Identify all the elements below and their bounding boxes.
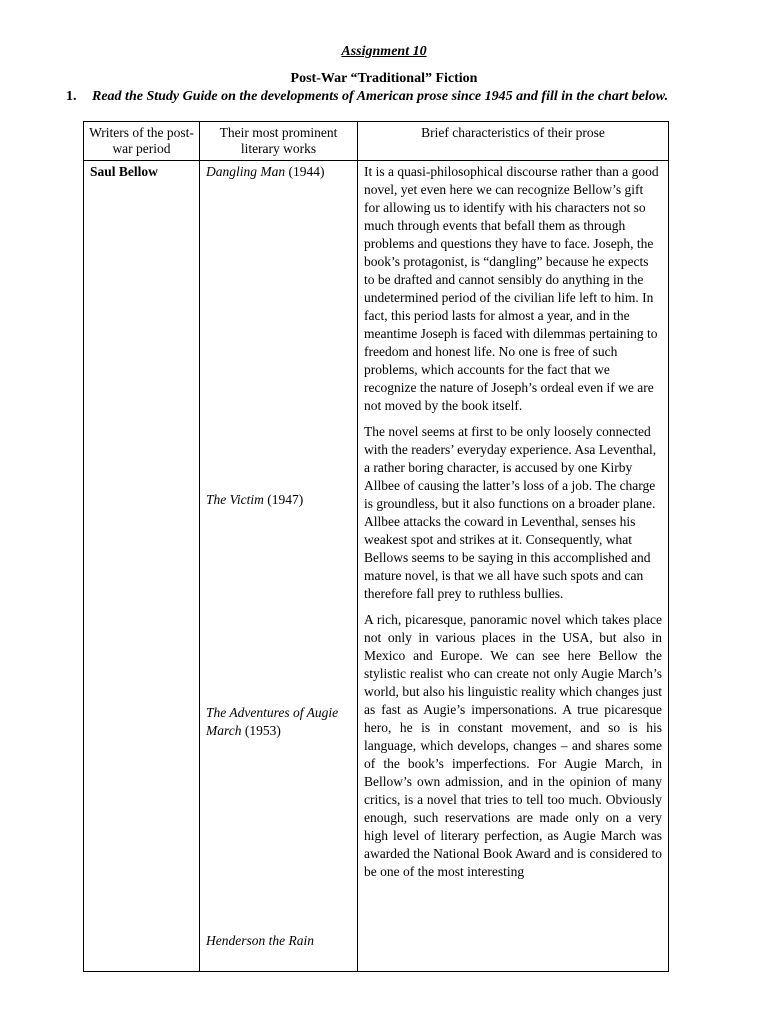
table-header-row	[84, 122, 669, 161]
work-title: The Adventures of Augie March	[206, 705, 339, 738]
work-year: (1953)	[241, 723, 281, 738]
work-year: (1944)	[285, 164, 325, 179]
instruction	[66, 89, 722, 105]
header-characteristics: Brief characteristics of their prose	[358, 122, 669, 161]
work-item	[206, 491, 351, 509]
assignment-title: Assignment 10	[341, 44, 427, 59]
work-item	[206, 163, 351, 181]
instruction-number: 1.	[66, 89, 77, 104]
work-year: (1947)	[263, 492, 304, 507]
work-item	[206, 932, 351, 950]
header-works: Their most prominent literary works	[200, 122, 358, 161]
work-item	[206, 704, 351, 740]
works-cell	[200, 161, 358, 972]
header-writers: Writers of the post-war period	[84, 122, 200, 161]
fiction-chart	[83, 121, 669, 972]
section-title: Post-War “Traditional” Fiction	[290, 71, 478, 86]
instruction-text: Read the Study Guide on the developments of American prose since 1945 and fill in the chart below.	[92, 89, 669, 104]
work-title: Henderson the Rain	[206, 933, 314, 948]
characteristics-cell	[358, 161, 669, 972]
description: A rich, picaresque, panoramic novel which takes place not only in various places in the USA, but also in Mexico and Europe. We can see here Bellow the stylistic realist who can create not only Augie March’s world, but also his linguistic reality which changes just as fast as Augie’s impersonations. A true picaresque hero, he is in constant movement, and so is his language, which develops, changes – and shares some of the book’s imperfections. For Augie March, in Bellow’s own admission, and in the opinion of many critics, is a novel that tries to tell too much. Obviously enough, such reservations are made only on a very high level of literary perfection, as Augie March was awarded the National Book Award and is considered to be one of the most interesting	[364, 612, 662, 879]
description: The novel seems at first to be only loosely connected with the readers’ everyday experience. Asa Leventhal, a rather boring character, is accused by one Kirby Allbee of causing the latter’s loss of a job. The charge is groundless, but it also functions on a broader plane. Allbee attacks the coward in Leventhal, senses his weakest spot and strikes at it. Consequently, what Bellows seems to be saying in this accomplished and mature novel, is that we all have such spots and can therefore fall prey to ruthless bullies.	[364, 424, 657, 601]
work-title: Dangling Man	[206, 164, 286, 179]
writer-name: Saul Bellow	[90, 164, 158, 179]
description: It is a quasi-philosophical discourse rather than a good novel, yet even here we can recognize Bellow’s gift for allowing us to identify with his characters not so much through events that befall them as through problems and questions they have to face. Joseph, the book’s protagonist, is “dangling” because he expects to be drafted and cannot sensibly do anything in the undetermined period of the civilian life left to him. In fact, this period lasts for almost a year, and in the meantime Joseph is faced with dilemmas pertaining to freedom and honest life. No one is free of such problems, which accounts for the fact that we recognize the nature of Joseph’s ordeal even if we are not moved by the book itself.	[364, 164, 659, 413]
table-row	[84, 161, 669, 972]
work-title: The Victim	[206, 492, 264, 507]
writer-cell	[84, 161, 200, 972]
